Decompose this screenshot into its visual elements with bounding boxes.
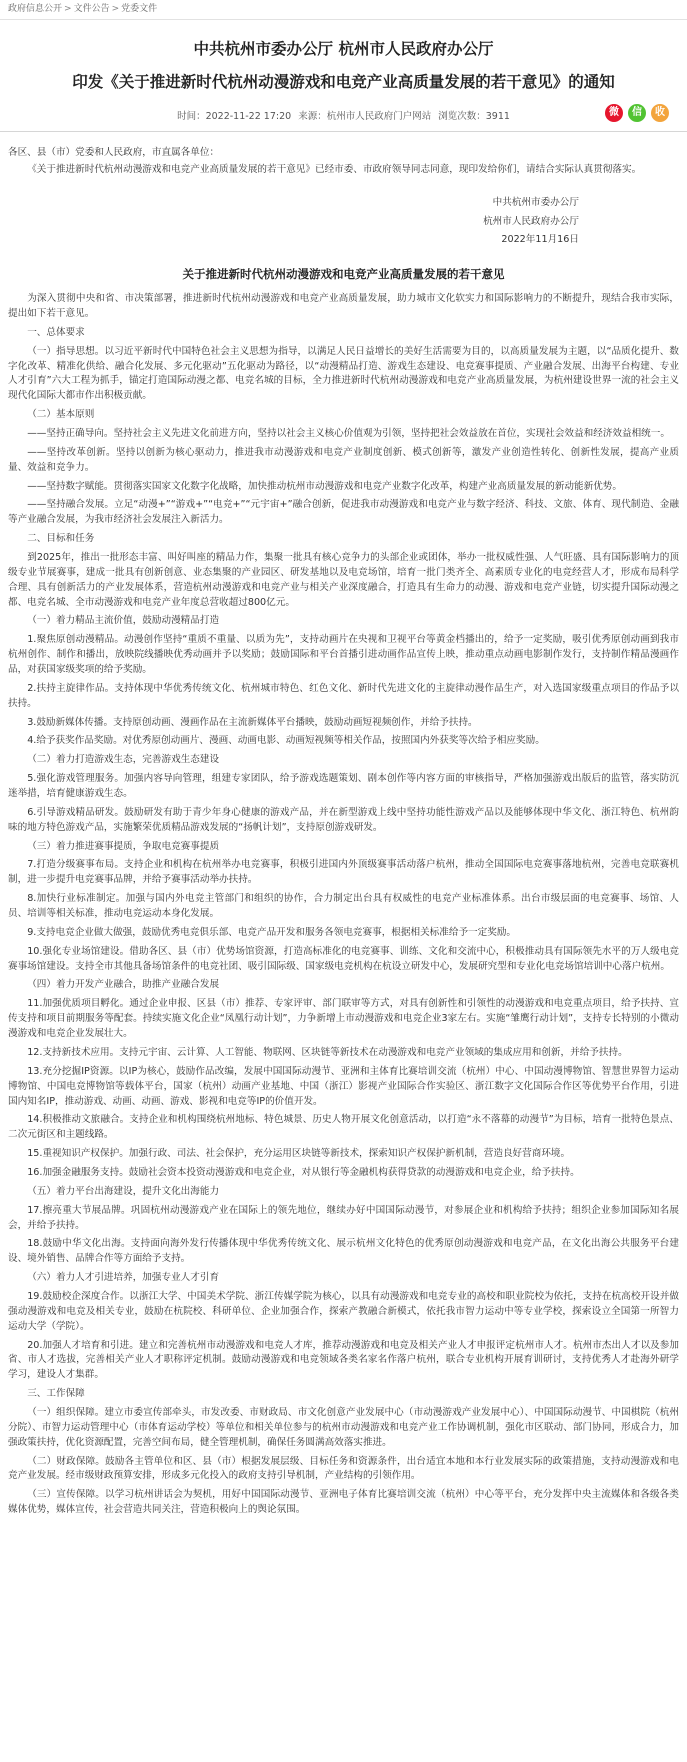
header-divider: [0, 131, 687, 132]
paragraph: （二）着力打造游戏生态，完善游戏生态建设: [27, 754, 220, 766]
signature-party: 中共杭州市委办公厅: [492, 196, 579, 208]
paragraph: 16.加强金融服务支持。鼓励社会资本投资动漫游戏和电竞企业，对从银行等金融机构获得贷款的动漫游戏和电竞企业，给予扶持。: [27, 1166, 580, 1178]
article-body: [8, 146, 679, 1518]
paragraph: 10.强化专业场馆建设。借助各区、县（市）优势场馆资源，打造高标准化的电竞赛事、训练、文化和交流中心，积极推动具有国际领先水平的万人级电竞赛事场馆建设。支持全市其他具备场馆条件的电竞社团、吸引国际级、国家级电竞机构在杭设立研发中心，发展研究型和专业化电竞场馆培训中心落户杭州。: [8, 945, 679, 972]
paragraph: （一）组织保障。建立市委宣传部牵头，市发改委、市财政局、市文化创意产业发展中心（市动漫游戏产业发展中心）、中国国际动漫节、中国棋院（杭州分院）、市智力运动管理中心（市体育运动学校）等单位和相关单位参与的杭州市动漫游戏和电竞产业工作协调机制，强化市区联动、部门协同，形成合力，加强政策扶持，优化资源配置，完善空间布局，健全管理机制，确保任务圆满高效落实推进。: [8, 1406, 679, 1448]
article-meta: [0, 110, 687, 125]
source-label: 来源：杭州市人民政府门户网站: [298, 111, 432, 122]
share-toolbar: [605, 104, 669, 122]
weibo-share-icon[interactable]: 微: [605, 104, 623, 122]
notice-body: 《关于推进新时代杭州动漫游戏和电竞产业高质量发展的若干意见》已经市委、市政府领导同志同意，现印发给你们，请结合实际认真贯彻落实。: [27, 163, 642, 175]
paragraph: 6.引导游戏精品研发。鼓励研发有助于青少年身心健康的游戏产品，并在新型游戏上线中坚持功能性游戏产品以及能够体现中华文化、浙江特色、杭州韵味的地方特色游戏产品，实施繁荣优质精品游戏发展的“扬帆计划”，支持原创游戏研发。: [8, 806, 679, 833]
breadcrumb-item-party-docs[interactable]: 党委文件: [121, 4, 158, 14]
paragraph: 3.鼓励新媒体传播。支持原创动画、漫画作品在主流新媒体平台播映，鼓励动画短视频创作，并给予扶持。: [27, 716, 478, 728]
paragraph: （三）着力推进赛事提质，争取电竞赛事提质: [27, 840, 220, 852]
paragraph: （三）宣传保障。以学习杭州讲话会为契机，用好中国国际动漫节、亚洲电子体育比赛培训交流（杭州）中心等平台，充分发挥中央主流媒体和各级各类媒体优势，媒体宣传，社会营造共同关注，营造积极向上的舆论氛围。: [8, 1489, 679, 1516]
paragraph: （二）财政保障。鼓励各主管单位和区、县（市）根据发展层级、目标任务和资源条件，出台适宜本地和本行业发展实际的政策措施，支持动漫游戏和电竞产业发展。经市级财政预算安排，形成多元化投入的政府支持引导机制，产业结构的引领作用。: [8, 1455, 679, 1482]
paragraph: 13.充分挖掘IP资源。以IP为核心，鼓励作品改编，发展中国国际动漫节、亚洲和主体育比赛培训交流（杭州）中心、中国动漫博物馆、智慧世界智力运动博物馆、中国电竞博物馆等载体平台，国家（杭州）动画产业基地、中国（浙江）影视产业国际合作实验区、浙江数字文化国际合作区等优势平台作用，引进国内知名IP，推动游戏、动画、动画、游戏、影视和电竞等IP的价值开发。: [8, 1065, 679, 1107]
paragraph: 三、工作保障: [27, 1388, 85, 1400]
paragraph: 20.加强人才培育和引进。建立和完善杭州市动漫游戏和电竞人才库，推荐动漫游戏和电竞及相关产业人才申报评定杭州市人才。杭州市杰出人才以及参加省、市人才选拔，完善相关产业人才职称评定机制。鼓励动漫游戏和电竞领域各类名家名作落户杭州，联合专业机构开展育训研讨，支持优秀人才赴海外研学学习，建设人才集群。: [8, 1339, 679, 1381]
publish-time: 时间：2022-11-22 17:20: [177, 111, 292, 122]
paragraph: 15.重视知识产权保护。加强行政、司法、社会保护，充分运用区块链等新技术，探索知识产权保护新机制，营造良好营商环境。: [27, 1148, 571, 1160]
paragraph: 9.支持电竞企业做大做强，鼓励优秀电竞俱乐部、电竞产品开发和服务各领电竞赛事，根据相关标准给予一定奖励。: [27, 926, 517, 938]
paragraph: ——坚持融合发展。立足“动漫+”“游戏+”“电竞+”“元宇宙+”融合创新，促进我市动漫游戏和电竞产业与数字经济、科技、文旅、体育、现代制造、金融等产业融合发展，为我市经济社会发展注入新活力。: [8, 499, 679, 526]
paragraph: 7.打造分级赛事布局。支持企业和机构在杭州举办电竞赛事，积极引进国内外顶级赛事活动落户杭州，推动全国国际电竞赛事落地杭州，完善电竞联赛机制，进一步提升电竞赛事品牌，并给予赛事活动举办扶持。: [8, 859, 679, 886]
paragraph: 19.鼓励校企深度合作。以浙江大学、中国美术学院、浙江传媒学院为核心，以具有动漫游戏和电竞专业的高校和职业院校为依托，支持在杭高校开设并做强动漫游戏和电竞及相关专业，鼓励在杭院校、科研单位、企业加强合作，探索产教融合新模式，依托我市智力运动中等专业学校，探索设立全国第一所智力运动大学（学院）。: [8, 1290, 679, 1332]
paragraph: （四）着力开发产业融合，助推产业融合发展: [27, 979, 220, 991]
salutation: 各区、县（市）党委和人民政府，市直属各单位：: [8, 147, 220, 158]
paragraph: 5.强化游戏管理服务。加强内容导向管理，组建专家团队，给予游戏选题策划、剧本创作等内容方面的审核指导，严格加强游戏出版后的监管，落实防沉迷举措，培育健康游戏生态。: [8, 773, 679, 800]
view-count: 浏览次数：3911: [438, 111, 510, 122]
favorite-share-icon[interactable]: 收: [651, 104, 669, 122]
paragraph: （五）着力平台出海建设，提升文化出海能力: [27, 1185, 220, 1197]
paragraph: 18.鼓励中华文化出海。支持面向海外发行传播体现中华优秀传统文化、展示杭州文化特色的优秀原创动漫游戏和电竞产品，在文化出海公共服务平台建设、境外销售、品牌合作等方面给予支持。: [8, 1238, 679, 1265]
breadcrumb-item-announcements[interactable]: 文件公告: [73, 4, 110, 14]
notice-date: 2022年11月16日: [501, 234, 579, 246]
top-rule: [0, 19, 687, 20]
signature-government: 杭州市人民政府办公厅: [483, 215, 579, 227]
paragraph: 二、目标和任务: [27, 533, 95, 545]
breadcrumb: [8, 3, 157, 17]
paragraph: 8.加快行业标准制定。加强与国内外电竞主管部门和组织的协作，合力制定出台具有权威性的电竞产业标准体系。出台市级层面的电竞赛事、场馆、人员、培训等相关标准，推动电竞运动本身化发展。: [8, 893, 679, 920]
paragraph: （六）着力人才引进培养，加强专业人才引育: [27, 1272, 220, 1284]
breadcrumb-separator: >: [111, 4, 120, 14]
paragraph: 到2025年，推出一批形态丰富、叫好叫座的精品力作，集聚一批具有核心竞争力的头部企业或团体，举办一批权威性强、人气旺盛、具有国际影响力的顶级专业节展赛事，建成一批具有创新创意、业态集聚的产业园区、研发基地以及电竞场馆，培育一批门类齐全、高素质专业化的电竞经营人才，形成布局科学合理、具有创新活力的产业发展体系，营造杭州动漫游戏和电竞产业与相关产业深度融合，打造具有生命力的动漫、游戏和电竞产业链，切实提升国际动漫之都、电竞名城、全市动漫游戏和电竞产业年度总营收超过800亿元。: [8, 552, 679, 608]
paragraph: （二）基本原则: [27, 409, 95, 421]
wechat-share-icon[interactable]: 信: [628, 104, 646, 122]
paragraph: 2.扶持主旋律作品。支持体现中华优秀传统文化、杭州城市特色、红色文化、新时代先进文化的主旋律动漫作品生产，对入选国家级重点项目的作品予以扶持。: [8, 682, 679, 709]
page-title: 印发《关于推进新时代杭州动漫游戏和电竞产业高质量发展的若干意见》的通知: [72, 73, 615, 91]
paragraph: （一）指导思想。以习近平新时代中国特色社会主义思想为指导，以满足人民日益增长的美好生活需要为目的，以高质量发展为主题，以“品质化提升、数字化改革、精准化供给、融合化发展、多元化驱动”五化驱动为路径，以“动漫精品打造、游戏生态建设、电竞赛事提质、产业融合发展、出海平台构建、专业人才引育”六大工程为抓手，锚定打造国际动漫之都、电竞名城的目标，全力推进新时代杭州动漫游戏和电竞产业高质量发展，为杭州建设世界一流的社会主义现代化国际大都市作出积极贡献。: [8, 345, 679, 402]
paragraph: 12.支持新技术应用。支持元宇宙、云计算、人工智能、物联网、区块链等新技术在动漫游戏和电竞产业领域的集成应用和创新，并给予扶持。: [27, 1046, 628, 1058]
paragraph: 4.给予获奖作品奖励。对优秀原创动画片、漫画、动画电影、动画短视频等相关作品，按照国内外获奖等次给予相应奖励。: [27, 735, 545, 747]
paragraph: 为深入贯彻中央和省、市决策部署，推进新时代杭州动漫游戏和电竞产业高质量发展，助力城市文化软实力和国际影响力的不断提升，现结合我市实际，提出如下若干意见。: [8, 293, 679, 319]
paragraph: 1.聚焦原创动漫精品。动漫创作坚持“重质不重量、以质为先”，支持动画片在央视和卫视平台等黄金档播出的，给予一定奖励，吸引优秀原创动画到我市杭州创作、制作和播出，放映院线播映优秀动画并予以奖励；鼓励国际和平台首播引进动画作品宣传上映，推动重点动画电影制作发行，支持制作精品漫画作品，对获国家级奖项的给予奖励。: [8, 634, 679, 676]
paragraph: （一）着力精品主流价值，鼓励动漫精品打造: [27, 615, 220, 627]
paragraph: ——坚持数字赋能。贯彻落实国家文化数字化战略，加快推动杭州市动漫游戏和电竞产业数字化改革，构建产业高质量发展的新动能新优势。: [27, 480, 622, 492]
paragraph: ——坚持改革创新。坚持以创新为核心驱动力，推进我市动漫游戏和电竞产业制度创新、模式创新等，激发产业创造性转化、创新性发展，提高产业质量、效益和竞争力。: [8, 446, 679, 473]
document-title: 关于推进新时代杭州动漫游戏和电竞产业高质量发展的若干意见: [182, 267, 505, 282]
paragraph: ——坚持正确导向。坚持社会主义先进文化前进方向，坚持以社会主义核心价值观为引领，坚持把社会效益放在首位，实现社会效益和经济效益相统一。: [27, 427, 670, 439]
issuer-heading: 中共杭州市委办公厅 杭州市人民政府办公厅: [193, 40, 494, 58]
breadcrumb-item-info-disclosure[interactable]: 政府信息公开: [8, 4, 63, 14]
paragraph: 11.加强优质项目孵化。通过企业申报、区县（市）推荐、专家评审、部门联审等方式，对具有创新性和引领性的动漫游戏和电竞重点项目，给予扶持、宣传支持和项目前期服务等配套。持续实施文化企业“凤凰行动计划”，力争新增上市动漫游戏和电竞企业3家左右。实施“雏鹰行动计划”，支持专长特别的小微动漫游戏和电竞企业发展壮大。: [8, 998, 679, 1040]
paragraph: 17.擦亮重大节展品牌。巩固杭州动漫游戏产业在国际上的领先地位，继续办好中国国际动漫节，对参展企业和机构给予扶持；组织企业参加国际知名展会，并给予扶持。: [8, 1204, 679, 1231]
document-paragraphs: [8, 292, 679, 1518]
breadcrumb-separator: >: [64, 4, 72, 14]
paragraph: 14.积极推动文旅融合。支持企业和机构围绕杭州地标、特色城景、历史人物开展文化创意活动，以打造“永不落幕的动漫节”为目标，培育一批特色景点、二次元街区和主题线路。: [8, 1114, 679, 1141]
paragraph: 一、总体要求: [27, 326, 85, 338]
